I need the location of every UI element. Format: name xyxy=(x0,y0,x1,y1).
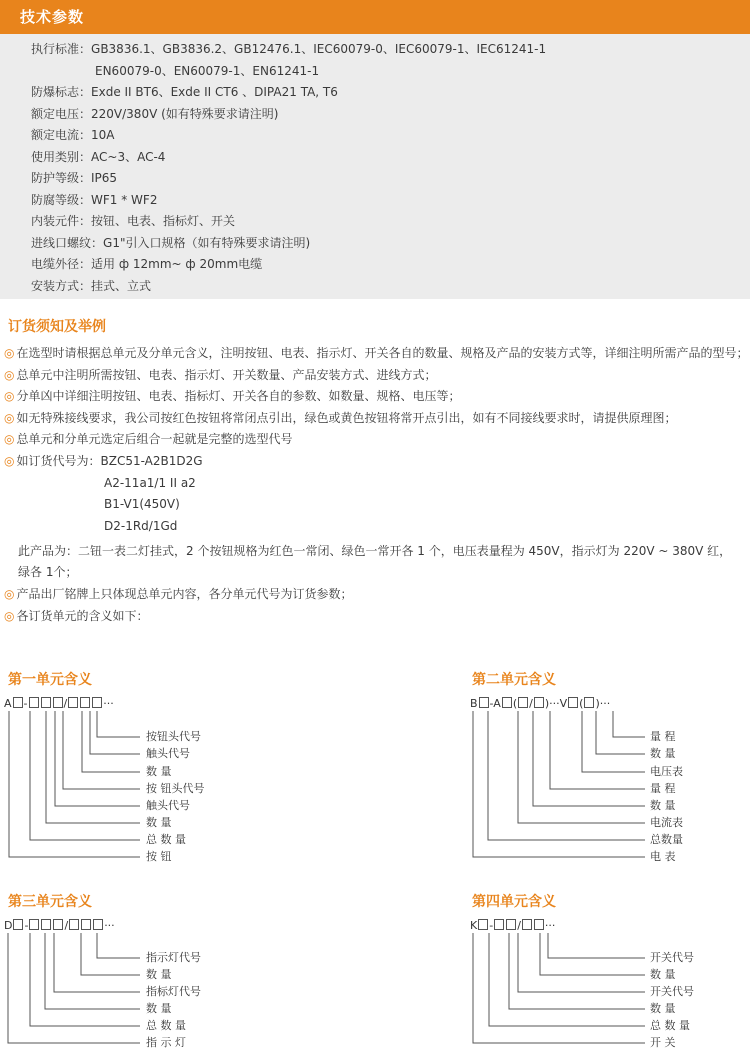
example-code-line: D2-1Rd/1Gd xyxy=(104,519,178,533)
example-code-line: B1-V1(450V) xyxy=(104,497,180,511)
order-note: ◎ 在选型时请根据总单元及分单元含义，注明按钮、电表、指示灯、开关各自的数量、规格及产品的安装方式等，详细注明所需产品的型号； xyxy=(4,346,749,360)
order-note: ◎ 各订货单元的含义如下： xyxy=(4,609,149,623)
example-explanation: 绿各 1个； xyxy=(18,565,78,579)
spec-value: WF1 * WF2 xyxy=(91,193,158,207)
order-note: ◎ 如订货代号为：BZC51-A2B1D2G xyxy=(4,454,203,468)
bullet-circle-icon: ◎ xyxy=(4,411,15,425)
unit-1-label: 按 钮头代号 xyxy=(146,782,205,795)
spec-value: EN60079-0、EN60079-1、EN61241-1 xyxy=(95,64,320,78)
unit-4-label: 数 量 xyxy=(650,968,676,981)
unit-2-label: 量 程 xyxy=(650,730,676,743)
bullet-circle-icon: ◎ xyxy=(4,368,15,382)
unit-1-label: 数 量 xyxy=(146,816,172,829)
section-title-specs: 技术参数 xyxy=(20,8,85,26)
order-section-title: 订货须知及举例 xyxy=(8,319,106,335)
unit-3-label: 数 量 xyxy=(146,1002,172,1015)
bullet-circle-icon: ◎ xyxy=(4,609,15,623)
spec-value: 10A xyxy=(91,128,115,142)
unit-2-title: 第二单元含义 xyxy=(472,672,556,688)
unit-1-title: 第一单元含义 xyxy=(8,672,92,688)
order-note: ◎ 总单元和分单元选定后组合一起就是完整的选型代号 xyxy=(4,432,293,446)
spec-value: Exde II BT6、Exde II CT6 、DIPA21 TA, T6 xyxy=(91,85,338,99)
unit-3-label: 指示灯代号 xyxy=(146,951,201,964)
spec-value: 挂式、立式 xyxy=(91,279,152,293)
spec-label: 执行标准： xyxy=(31,42,92,56)
spec-label: 额定电压： xyxy=(31,107,92,121)
unit-2-label: 电流表 xyxy=(650,816,683,829)
unit-1-code: A - / ··· xyxy=(4,697,114,710)
order-note: ◎ 如无特殊接线要求，我公司按红色按钮将常闭点引出，绿色或黄色按钮将常开点引出，如有不同接线要求时，请提供原理图； xyxy=(4,411,677,425)
order-note: ◎ 总单元中注明所需按钮、电表、指示灯、开关数量、产品安装方式、进线方式； xyxy=(4,368,437,382)
order-note: ◎ 分单凶中详细注明按钮、电表、指标灯、开关各自的参数、如数量、规格、电压等； xyxy=(4,389,461,403)
spec-label: 内装元件： xyxy=(31,214,92,228)
spec-label: 进线口螺纹： xyxy=(31,236,104,250)
bullet-circle-icon: ◎ xyxy=(4,346,15,360)
spec-value: AC~3、AC-4 xyxy=(91,150,166,164)
spec-label: 防护等级： xyxy=(31,171,92,185)
unit-3-label: 指标灯代号 xyxy=(146,985,201,998)
unit-1-label: 按钮头代号 xyxy=(146,730,201,743)
spec-value: 220V/380V (如有特殊要求请注明) xyxy=(91,107,279,121)
unit-4-label: 开关代号 xyxy=(650,951,694,964)
spec-label: 额定电流： xyxy=(31,128,92,142)
spec-value: 适用 ф 12mm~ ф 20mm电缆 xyxy=(91,257,263,271)
unit-1-label: 按 钮 xyxy=(146,850,172,863)
bullet-circle-icon: ◎ xyxy=(4,587,15,601)
unit-2-label: 量 程 xyxy=(650,782,676,795)
unit-2-code: B -A ( / )···V ( )··· xyxy=(470,697,611,710)
unit-3-label: 指 示 灯 xyxy=(146,1036,186,1049)
bullet-circle-icon: ◎ xyxy=(4,432,15,446)
spec-label: 防腐等级： xyxy=(31,193,92,207)
unit-3-title: 第三单元含义 xyxy=(8,894,92,910)
unit-1-label: 触头代号 xyxy=(146,799,190,812)
unit-3-code: D - / ··· xyxy=(4,919,115,932)
unit-4-label: 总 数 量 xyxy=(650,1019,690,1032)
unit-2-label: 电 表 xyxy=(650,850,676,863)
spec-label: 使用类别： xyxy=(31,150,92,164)
bullet-circle-icon: ◎ xyxy=(4,389,15,403)
unit-4-label: 开 关 xyxy=(650,1036,676,1049)
spec-value: IP65 xyxy=(91,171,118,185)
spec-label: 安装方式： xyxy=(31,279,92,293)
unit-1-label: 总 数 量 xyxy=(146,833,186,846)
unit-4-label: 开关代号 xyxy=(650,985,694,998)
unit-2-label: 数 量 xyxy=(650,799,676,812)
order-note: ◎ 产品出厂铭牌上只体现总单元内容，各分单元代号为订货参数； xyxy=(4,587,353,601)
unit-2-label: 数 量 xyxy=(650,747,676,760)
unit-4-title: 第四单元含义 xyxy=(472,894,556,910)
unit-4-label: 数 量 xyxy=(650,1002,676,1015)
unit-1-label: 触头代号 xyxy=(146,747,190,760)
unit-1-label: 数 量 xyxy=(146,765,172,778)
spec-value: G1"引入口规格（如有特殊要求请注明) xyxy=(103,236,311,250)
example-explanation: 此产品为：二钮一表二灯挂式，2 个按钮规格为红色一常闭、绿色一常开各 1 个，电压表量程为 450V，指示灯为 220V ~ 380V 红， xyxy=(18,544,732,558)
unit-3-label: 数 量 xyxy=(146,968,172,981)
example-code-line: A2-11a1/1 II a2 xyxy=(104,476,196,490)
spec-value: 按钮、电表、指标灯、开关 xyxy=(91,214,236,228)
spec-label: 电缆外径： xyxy=(31,257,92,271)
unit-2-label: 总数量 xyxy=(650,833,683,846)
unit-3-label: 总 数 量 xyxy=(146,1019,186,1032)
unit-4-code: K - / ··· xyxy=(470,919,556,932)
spec-label: 防爆标志： xyxy=(31,85,92,99)
unit-2-label: 电压表 xyxy=(650,765,683,778)
spec-value: GB3836.1、GB3836.2、GB12476.1、IEC60079-0、IEC60079-1、IEC61241-1 xyxy=(91,42,547,56)
bullet-circle-icon: ◎ xyxy=(4,454,15,468)
